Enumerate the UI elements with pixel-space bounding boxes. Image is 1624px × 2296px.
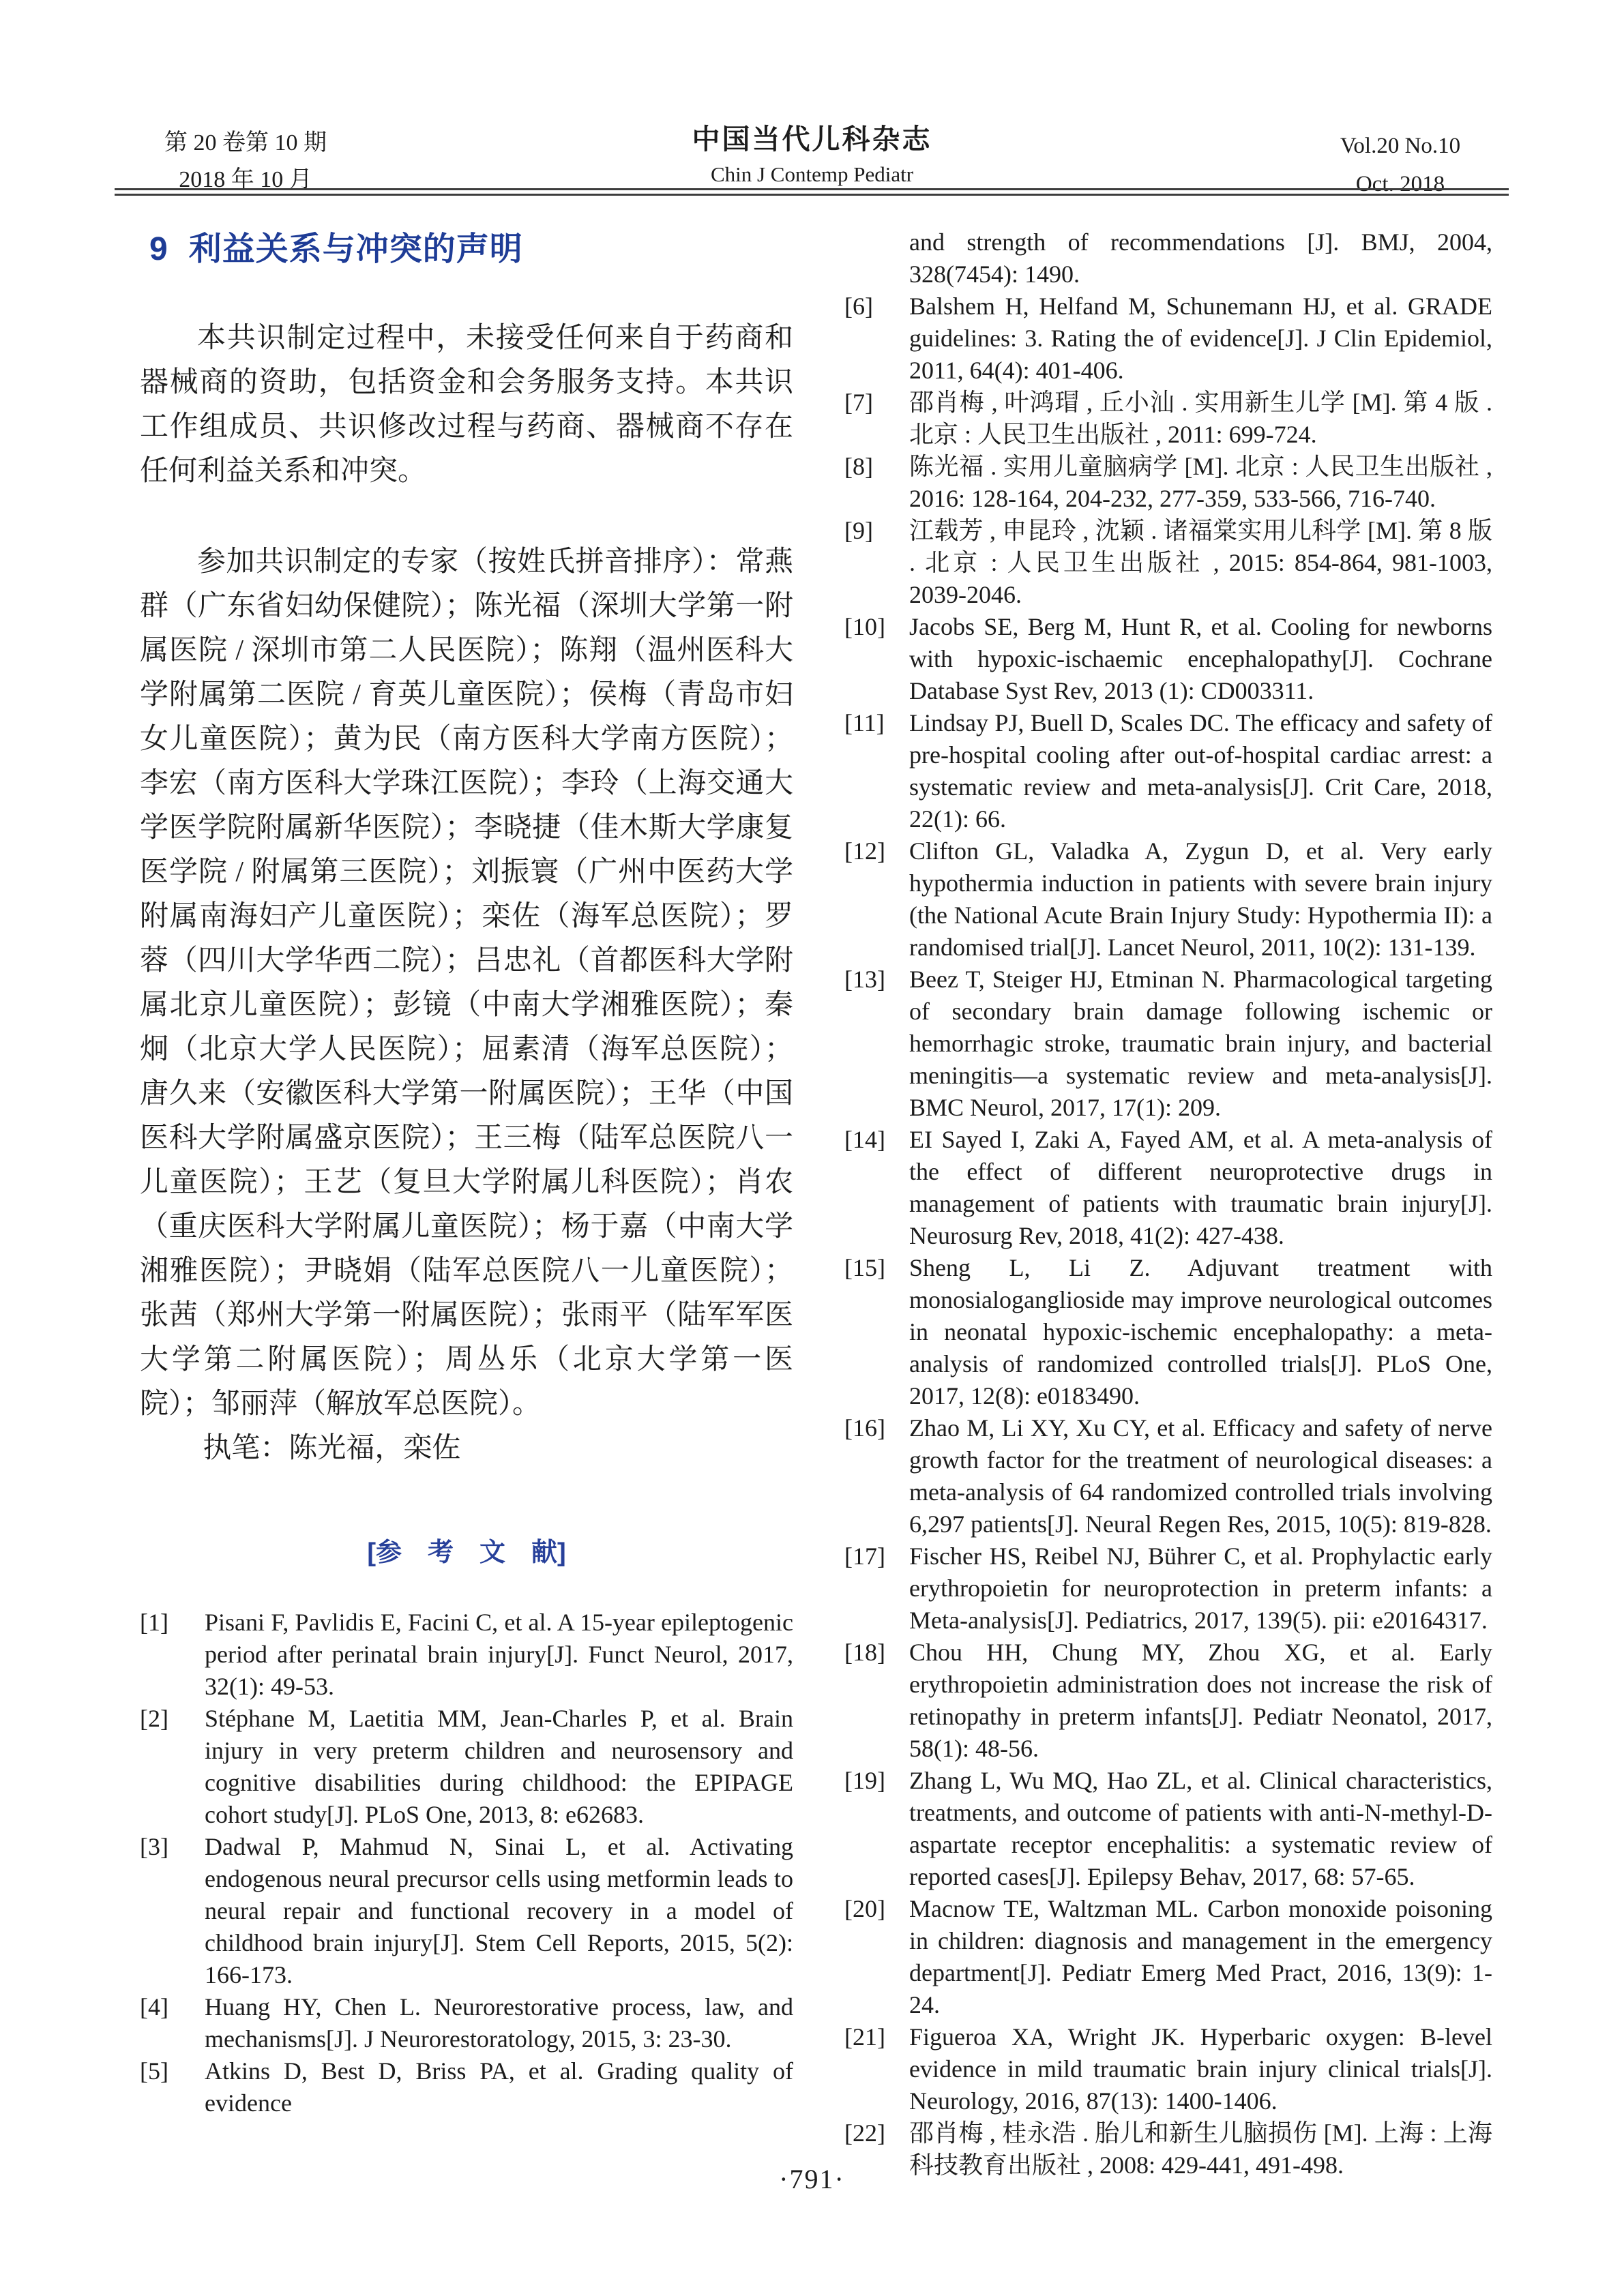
reference-number: [19] — [844, 1767, 885, 1794]
reference-number: [21] — [844, 2023, 885, 2051]
reference-text: EI Sayed I, Zaki A, Fayed AM, et al. A meta-analysis of the effect of different neuroprotective drugs in management of patients with traumatic brain injury[J]. Neurosurg Rev, 2018, 41(2): 427-438. — [909, 1126, 1492, 1249]
section-title: 利益关系与冲突的声明 — [188, 231, 523, 267]
reference-number: [6] — [844, 293, 873, 320]
byline: 执笔：陈光福，栾佐 — [203, 1433, 461, 1464]
conflict-statement-paragraph: 本共识制定过程中，未接受任何来自于药商和器械商的资助，包括资金和会务服务支持。本共识工作组成员、共识修改过程与药商、器械商不存在任何利益关系和冲突。 — [140, 323, 793, 487]
reference-number: [5] — [140, 2057, 168, 2085]
header-date-en: Oct. 2018 — [1355, 172, 1445, 196]
header-volume-en: Vol.20 No.10 — [1340, 134, 1461, 158]
reference-item — [844, 290, 1492, 387]
reference-item — [844, 1412, 1492, 1540]
reference-number: [4] — [140, 1993, 168, 2021]
section-heading — [149, 230, 793, 269]
reference-item — [844, 1252, 1492, 1412]
reference-text: Zhang L, Wu MQ, Hao ZL, et al. Clinical characteristics, treatments, and outcome of patients with anti-N-methyl-D-aspartate receptor encephalitis: a systematic review of reported cases[J]. Epilepsy Behav, 2017, 68: 57-65. — [909, 1767, 1492, 1890]
reference-number: [9] — [844, 517, 873, 544]
reference-text: 陈光福 . 实用儿童脑病学 [M]. 北京 : 人民卫生出版社 , 2016: 128-164, 204-232, 277-359, 533-566, 716-740. — [909, 453, 1492, 512]
reference-text: 邵肖梅 , 叶鸿瑁 , 丘小汕 . 实用新生儿学 [M]. 第 4 版 . 北京 : 人民卫生出版社 , 2011: 699-724. — [909, 389, 1492, 448]
reference-item — [844, 226, 1492, 290]
reference-number: [8] — [844, 453, 873, 480]
references-heading: [参 考 文 献] — [367, 1538, 566, 1567]
reference-item — [140, 2055, 793, 2119]
references-right-list — [844, 226, 1492, 2181]
reference-text: Sheng L, Li Z. Adjuvant treatment with monosialoganglioside may improve neurological outcomes in neonatal hypoxic-ischemic encephalopathy: a meta-analysis of randomized controlled trials[J]. PLoS One, 2017, 12(8): e0183490. — [909, 1254, 1492, 1410]
reference-number: [13] — [844, 966, 885, 993]
reference-number: [1] — [140, 1609, 168, 1636]
reference-number: [22] — [844, 2119, 885, 2147]
reference-text: Stéphane M, Laetitia MM, Jean-Charles P, et al. Brain injury in very preterm children and neurosensory and cognitive disabilities during childhood: the EPIPAGE cohort study[J]. PLoS One, 2013, 8: e62683. — [205, 1705, 793, 1828]
reference-text: Fischer HS, Reibel NJ, Bührer C, et al. Prophylactic early erythropoietin for neuroprotection in preterm infants: a Meta-analysis[J]. Pediatrics, 2017, 139(5). pii: e20164317. — [909, 1542, 1492, 1634]
reference-text: Figueroa XA, Wright JK. Hyperbaric oxygen: B-level evidence in mild traumatic brain injury clinical trials[J]. Neurology, 2016, 87(13): 1400-1406. — [909, 2023, 1492, 2115]
reference-number: [20] — [844, 1895, 885, 1922]
reference-text: Chou HH, Chung MY, Zhou XG, et al. Early erythropoietin administration does not increase the risk of retinopathy in preterm infants[J]. Pediatr Neonatol, 2017, 58(1): 48-56. — [909, 1639, 1492, 1762]
reference-item — [844, 451, 1492, 515]
reference-text: Lindsay PJ, Buell D, Scales DC. The efficacy and safety of pre-hospital cooling after out-of-hospital cardiac arrest: a systematic review and meta-analysis[J]. Crit Care, 2018, 22(1): 66. — [909, 709, 1492, 833]
section-number: 9 — [149, 231, 168, 267]
reference-text: Jacobs SE, Berg M, Hunt R, et al. Cooling for newborns with hypoxic-ischaemic encephalopathy[J]. Cochrane Database Syst Rev, 2013 (1): CD003311. — [909, 613, 1492, 704]
reference-text: and strength of recommendations [J]. BMJ, 2004, 328(7454): 1490. — [909, 228, 1492, 288]
reference-number: [15] — [844, 1254, 885, 1281]
reference-item — [844, 611, 1492, 707]
reference-text: 邵肖梅 , 桂永浩 . 胎儿和新生儿脑损伤 [M]. 上海 : 上海科技教育出版社 , 2008: 429-441, 491-498. — [909, 2119, 1492, 2179]
reference-item — [844, 1637, 1492, 1765]
reference-item — [844, 387, 1492, 451]
reference-text: Huang HY, Chen L. Neurorestorative process, law, and mechanisms[J]. J Neurorestoratology, 2015, 3: 23-30. — [205, 1993, 793, 2053]
journal-title-en: Chin J Contemp Pediatr — [710, 162, 914, 186]
reference-number: [10] — [844, 613, 885, 640]
reference-number: [7] — [844, 389, 873, 416]
header-issue-block — [164, 121, 327, 198]
references-left-list — [140, 1607, 793, 2119]
reference-text: Pisani F, Pavlidis E, Facini C, et al. A 15-year epileptogenic period after perinatal brain injury[J]. Funct Neurol, 2017, 32(1): 49-53. — [205, 1609, 793, 1700]
reference-number: [11] — [844, 709, 885, 736]
journal-title-cn: 中国当代儿科杂志 — [692, 123, 932, 155]
header-issue-cn: 第 20 卷第 10 期 — [164, 130, 327, 155]
reference-text: Atkins D, Best D, Briss PA, et al. Grading quality of evidence — [205, 2057, 793, 2117]
reference-text: Zhao M, Li XY, Xu CY, et al. Efficacy and safety of nerve growth factor for the treatment of neurological diseases: a meta-analysis of 64 randomized controlled trials involving 6,297 patients[J]. Neural Regen Res, 2015, 10(5): 819-828. — [909, 1414, 1492, 1538]
reference-number: [14] — [844, 1126, 885, 1153]
reference-item — [844, 964, 1492, 1124]
reference-item — [844, 2021, 1492, 2117]
header-date-cn: 2018 年 10 月 — [179, 167, 312, 192]
reference-number: [2] — [140, 1705, 168, 1732]
reference-number: [16] — [844, 1414, 885, 1442]
expert-list-paragraph: 参加共识制定的专家（按姓氏拼音排序）：常燕群（广东省妇幼保健院）；陈光福（深圳大学第一附属医院 / 深圳市第二人民医院）；陈翔（温州医科大学附属第二医院 / 育英儿童医院）；侯梅（青岛市妇女儿童医院）；黄为民（南方医科大学南方医院）；李宏（南方医科大学珠江医院）；李玲（上海交通大学医学院附属新华医院）；李晓捷（佳木斯大学康复医学院 / 附属第三医院）；刘振寰（广州中医药大学附属南海妇产儿童医院）；栾佐（海军总医院）；罗蓉（四川大学华西二院）；吕忠礼（首都医科大学附属北京儿童医院）；彭镜（中南大学湘雅医院）；秦炯（北京大学人民医院）；屈素清（海军总医院）；唐久来（安徽医科大学第一附属医院）；王华（中国医科大学附属盛京医院）；王三梅（陆军总医院八一儿童医院）；王艺（复旦大学附属儿科医院）；肖农（重庆医科大学附属儿童医院）；杨于嘉（中南大学湘雅医院）；尹晓娟（陆军总医院八一儿童医院）；张茜（郑州大学第一附属医院）；张雨平（陆军军医大学第二附属医院）；周丛乐（北京大学第一医院）；邹丽萍（解放军总医院）。 — [140, 546, 793, 1420]
reference-text: 江载芳 , 申昆玲 , 沈颖 . 诸福棠实用儿科学 [M]. 第 8 版 . 北京 : 人民卫生出版社 , 2015: 854-864, 981-1003, 2039-2046. — [909, 517, 1492, 608]
reference-item — [844, 1124, 1492, 1252]
reference-text: Beez T, Steiger HJ, Etminan N. Pharmacological targeting of secondary brain damage following ischemic or hemorrhagic stroke, traumatic brain injury, and bacterial meningitis—a systematic review and meta-analysis[J]. BMC Neurol, 2017, 17(1): 209. — [909, 966, 1492, 1121]
reference-text: Macnow TE, Waltzman ML. Carbon monoxide poisoning in children: diagnosis and management in the emergency department[J]. Pediatr Emerg Med Pract, 2016, 13(9): 1-24. — [909, 1895, 1492, 2018]
reference-item — [140, 1607, 793, 1703]
reference-item — [140, 1991, 793, 2055]
reference-item — [844, 1893, 1492, 2021]
left-column — [140, 230, 793, 2119]
header-double-rule — [115, 188, 1509, 196]
reference-item — [844, 515, 1492, 611]
reference-item — [140, 1703, 793, 1831]
page-number: ·791· — [779, 2164, 845, 2194]
reference-item — [844, 1765, 1492, 1893]
reference-item — [844, 1540, 1492, 1637]
reference-text: Clifton GL, Valadka A, Zygun D, et al. Very early hypothermia induction in patients with severe brain injury (the National Acute Brain Injury Study: Hypothermia II): a randomised trial[J]. Lancet Neurol, 2011, 10(2): 131-139. — [909, 837, 1492, 961]
reference-item — [844, 707, 1492, 835]
header-journal-block — [574, 121, 1051, 192]
reference-number: [3] — [140, 1833, 168, 1860]
reference-text: Dadwal P, Mahmud N, Sinai L, et al. Activating endogenous neural precursor cells using metformin leads to neural repair and functional recovery in a model of childhood brain injury[J]. Stem Cell Reports, 2015, 5(2): 166-173. — [205, 1833, 793, 1988]
reference-number: [18] — [844, 1639, 885, 1666]
reference-item — [140, 1831, 793, 1991]
right-column — [844, 226, 1492, 2181]
reference-text: Balshem H, Helfand M, Schunemann HJ, et al. GRADE guidelines: 3. Rating the of evidence[J]. J Clin Epidemiol, 2011, 64(4): 401-406. — [909, 293, 1492, 384]
reference-item — [844, 835, 1492, 964]
reference-number: [17] — [844, 1542, 885, 1570]
reference-number: [12] — [844, 837, 885, 865]
